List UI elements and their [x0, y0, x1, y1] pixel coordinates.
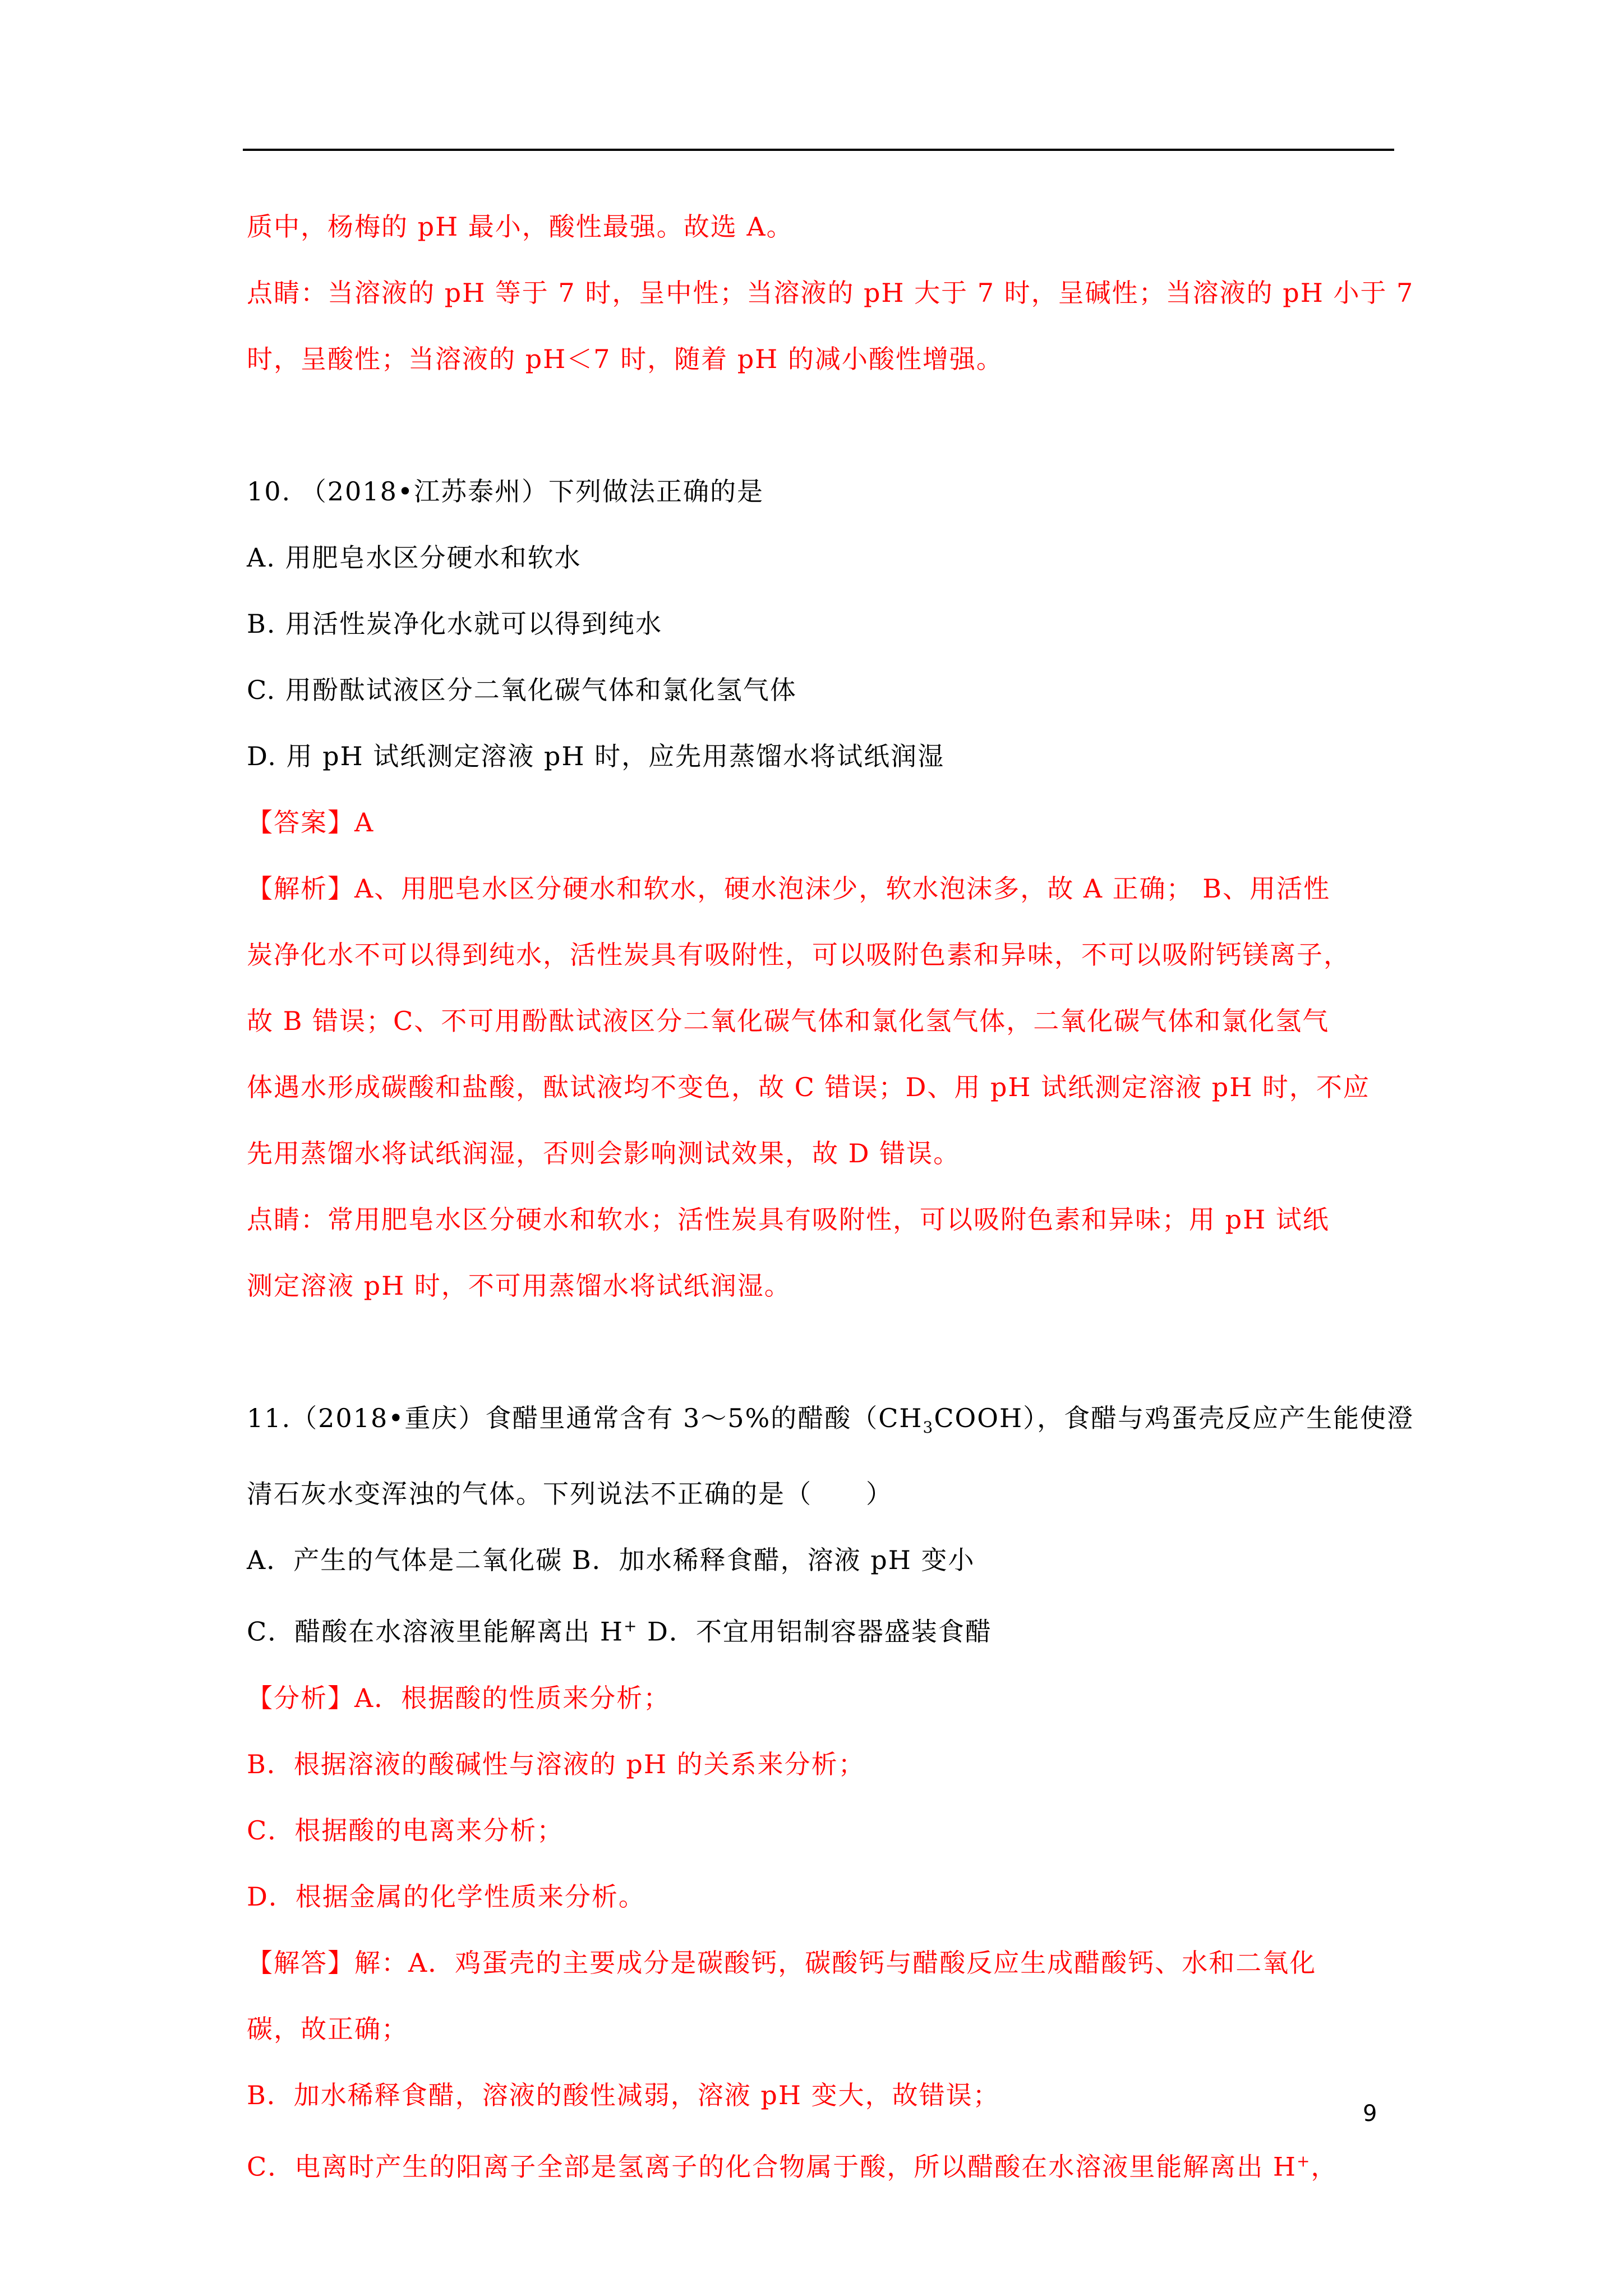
q11-jieda-line-4-pre: C．电离时产生的阳离子全部是氢离子的化合物属于酸，所以醋酸在水溶液里能解离出 H — [247, 2151, 1297, 2182]
q10-option-c: C. 用酚酞试液区分二氧化碳气体和氯化氢气体 — [247, 675, 797, 705]
prev-note-line-2: 时，呈酸性；当溶液的 pH＜7 时，随着 pH 的减小酸性增强。 — [247, 344, 1003, 374]
q10-analysis-line-1: 【解析】A、用肥皂水区分硬水和软水，硬水泡沫少，软水泡沫多，故 A 正确； B、用活性 — [247, 873, 1331, 904]
q11-jieda-line-2: 碳，故正确； — [247, 2013, 408, 2044]
spacer — [247, 1319, 1394, 1385]
q11-jieda-line-4 — [247, 2128, 1394, 2200]
q11-stem-pre: 11.（2018•重庆）食醋里通常含有 3～5%的醋酸（CH — [247, 1403, 923, 1433]
q11-fenxi-line-1: 【分析】A．根据酸的性质来分析； — [247, 1682, 671, 1713]
q10-stem: 10. （2018•江苏泰州）下列做法正确的是 — [247, 476, 764, 507]
q10-option-a: A. 用肥皂水区分硬水和软水 — [247, 542, 582, 573]
q11-options-cd — [247, 1593, 1394, 1664]
q11-jieda-line-1: 【解答】解：A．鸡蛋壳的主要成分是碳酸钙，碳酸钙与醋酸反应生成醋酸钙、水和二氧化 — [247, 1947, 1317, 1978]
q11-stem-line-2: 清石灰水变浑浊的气体。下列说法不正确的是（ ） — [247, 1479, 893, 1510]
q11-stem-post: COOH），食醋与鸡蛋壳反应产生能使澄 — [934, 1403, 1414, 1433]
q11-stem-line-1 — [247, 1385, 1414, 1461]
q10-analysis-line-5: 先用蒸馏水将试纸润湿，否则会影响测试效果，故 D 错误。 — [247, 1138, 961, 1168]
q10-option-d: D. 用 pH 试纸测定溶液 pH 时，应先用蒸馏水将试纸润湿 — [247, 741, 945, 771]
q11-options-ab: A．产生的气体是二氧化碳 B．加水稀释食醋，溶液 pH 变小 — [247, 1545, 975, 1576]
q10-note-line-1: 点睛：常用肥皂水区分硬水和软水；活性炭具有吸附性，可以吸附色素和异味；用 pH 试纸 — [247, 1204, 1330, 1235]
spacer — [247, 392, 1394, 458]
prev-answer-line-1: 质中，杨梅的 pH 最小，酸性最强。故选 A。 — [247, 211, 794, 242]
q11-fenxi-line-3: C．根据酸的电离来分析； — [247, 1815, 564, 1846]
q11-jieda-line-4-superscript: + — [1296, 2151, 1311, 2170]
q10-note-line-2: 测定溶液 pH 时，不可用蒸馏水将试纸润湿。 — [247, 1271, 791, 1301]
q10-answer: 【答案】A — [247, 807, 375, 838]
q11-fenxi-line-2: B．根据溶液的酸碱性与溶液的 pH 的关系来分析； — [247, 1749, 865, 1779]
prev-note-line-1: 点睛：当溶液的 pH 等于 7 时，呈中性；当溶液的 pH 大于 7 时，呈碱性；当溶液的 pH 小于 7 — [247, 278, 1414, 308]
header-rule — [243, 149, 1394, 151]
q11-options-cd-post: D．不宜用铝制容器盛装食醋 — [638, 1616, 992, 1647]
q11-stem-subscript: 3 — [923, 1418, 934, 1437]
q11-jieda-line-4-post: ， — [1311, 2151, 1338, 2182]
document-body — [247, 194, 1414, 2200]
q11-options-cd-superscript: + — [623, 1617, 638, 1636]
q11-options-cd-pre: C．醋酸在水溶液里能解离出 H — [247, 1616, 624, 1647]
q11-jieda-line-3: B．加水稀释食醋，溶液的酸性减弱，溶液 pH 变大，故错误； — [247, 2079, 1000, 2110]
q10-analysis-line-2: 炭净化水不可以得到纯水，活性炭具有吸附性，可以吸附色素和异味，不可以吸附钙镁离子， — [247, 940, 1350, 970]
q10-analysis-line-3: 故 B 错误；C、不可用酚酞试液区分二氧化碳气体和氯化氢气体，二氧化碳气体和氯化氢气 — [247, 1006, 1330, 1036]
q11-fenxi-line-4: D．根据金属的化学性质来分析。 — [247, 1881, 645, 1912]
q10-option-b: B. 用活性炭净化水就可以得到纯水 — [247, 609, 663, 639]
q10-analysis-line-4: 体遇水形成碳酸和盐酸，酞试液均不变色，故 C 错误；D、用 pH 试纸测定溶液 pH 时，不应 — [247, 1072, 1370, 1102]
page-number: 9 — [1363, 2101, 1377, 2127]
